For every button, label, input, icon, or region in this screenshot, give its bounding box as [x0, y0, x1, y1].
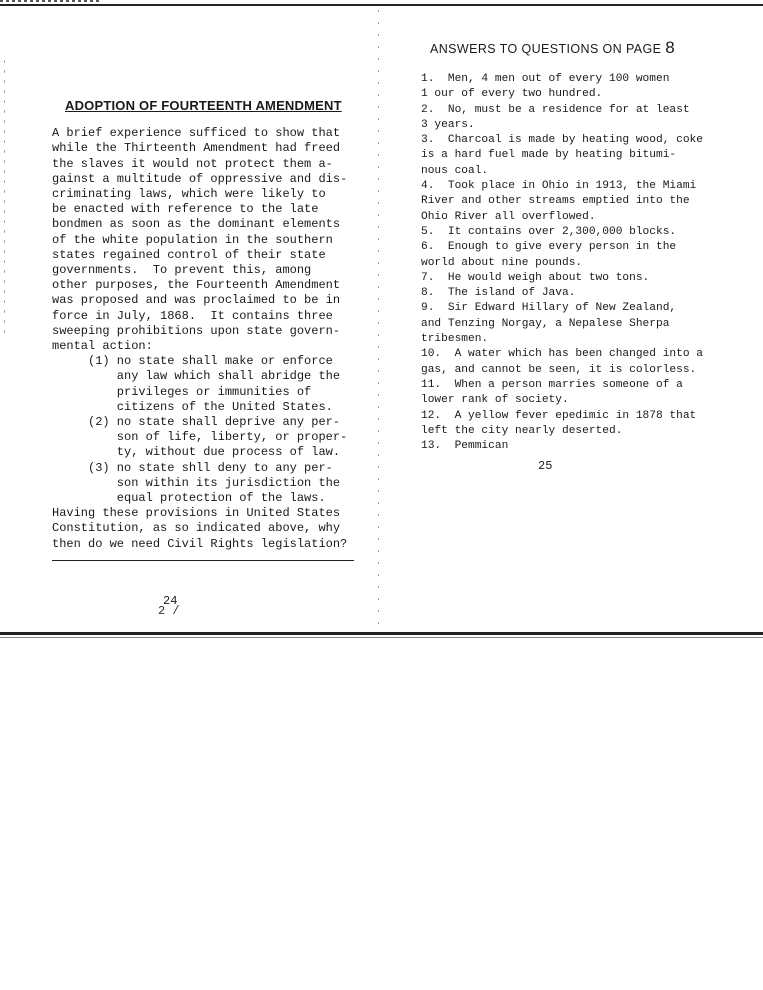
left-page-rule — [52, 560, 354, 561]
answer-line: 3 years. — [421, 118, 475, 131]
answer-line: 6. Enough to give every person in the — [421, 241, 677, 254]
answer-line: left the city nearly deserted. — [421, 424, 623, 437]
list-item-line: ty, without due process of law. — [52, 445, 341, 460]
closing-line: Constitution, as so indicated above, why — [52, 521, 341, 536]
book-spine — [378, 10, 379, 630]
answer-line: 2. No, must be a residence for at least — [421, 103, 690, 116]
answer-line: nous coal. — [421, 164, 489, 177]
handwritten-mark: 2 / — [158, 604, 180, 618]
answer-line: Ohio River all overflowed. — [421, 210, 596, 223]
answers-header — [430, 38, 675, 58]
prohibitions-list — [52, 354, 372, 506]
list-item-line: any law which shall abridge the — [52, 369, 341, 384]
answer-line: River and other streams emptied into the — [421, 195, 690, 208]
top-edge-rule — [0, 4, 763, 6]
answer-line: tribesmen. — [421, 333, 489, 346]
answer-line: 9. Sir Edward Hillary of New Zealand, — [421, 302, 677, 315]
answer-line: 10. A water which has been changed into a — [421, 348, 703, 361]
closing-line: then do we need Civil Rights legislation? — [52, 536, 348, 551]
paragraph-line: A brief experience sufficed to show that — [52, 126, 341, 141]
bottom-edge-rule — [0, 632, 763, 635]
answers-header-text: ANSWERS TO QUESTIONS ON PAGE — [430, 42, 662, 56]
paragraph-line: other purposes, the Fourteenth Amendment — [52, 278, 341, 293]
answer-line: is a hard fuel made by heating bitumi- — [421, 149, 677, 162]
answer-line: 3. Charcoal is made by heating wood, coke — [421, 134, 703, 147]
answer-line: 1 our of every two hundred. — [421, 88, 603, 101]
paragraph-line: states regained control of their state — [52, 247, 326, 262]
bottom-edge-rule-thin — [0, 637, 763, 638]
left-page-title: ADOPTION OF FOURTEENTH AMENDMENT — [65, 98, 342, 113]
list-item-line: son within its jurisdiction the — [52, 475, 341, 490]
list-item-line: (2) no state shall deprive any per- — [52, 415, 341, 430]
intro-paragraph — [52, 126, 372, 354]
paragraph-line: governments. To prevent this, among — [52, 263, 312, 278]
paragraph-line: criminating laws, which were likely to — [52, 187, 326, 202]
right-page-number: 25 — [538, 459, 553, 473]
list-item-line: citizens of the United States. — [52, 399, 333, 414]
answer-line: 7. He would weigh about two tons. — [421, 271, 650, 284]
list-item-line: son of life, liberty, or proper- — [52, 430, 348, 445]
answer-line: 13. Pemmican — [421, 440, 509, 453]
answer-line: 8. The island of Java. — [421, 287, 576, 300]
closing-question — [52, 506, 372, 552]
answer-line: 1. Men, 4 men out of every 100 women — [421, 73, 670, 85]
left-page-number: 24 — [163, 594, 178, 608]
answer-line: 12. A yellow fever epedimic in 1878 that — [421, 409, 697, 422]
answer-line: lower rank of society. — [421, 394, 569, 407]
list-item-line: equal protection of the laws. — [52, 491, 326, 506]
paragraph-line: sweeping prohibitions upon state govern- — [52, 323, 341, 338]
paragraph-line: mental action: — [52, 339, 153, 354]
answer-line: 4. Took place in Ohio in 1913, the Miami — [421, 180, 697, 193]
paragraph-line: gainst a multitude of oppressive and dis- — [52, 171, 348, 186]
answer-line: 11. When a person marries someone of a — [421, 378, 683, 391]
answer-line: gas, and cannot be seen, it is colorless. — [421, 363, 697, 376]
answers-header-page: 8 — [665, 38, 676, 57]
paragraph-line: of the white population in the southern — [52, 232, 333, 247]
closing-line: Having these provisions in United States — [52, 506, 341, 521]
answer-line: and Tenzing Norgay, a Nepalese Sherpa — [421, 317, 670, 330]
left-edge-marks — [4, 60, 5, 340]
list-item-line: privileges or immunities of — [52, 384, 312, 399]
left-page-body — [52, 98, 372, 552]
list-item-line: (1) no state shall make or enforce — [52, 354, 333, 369]
paragraph-line: be enacted with reference to the late — [52, 202, 319, 217]
top-edge-dashes — [0, 0, 100, 2]
paragraph-line: bondmen as soon as the dominant elements — [52, 217, 341, 232]
answer-line: 5. It contains over 2,300,000 blocks. — [421, 225, 677, 238]
answers-list — [421, 72, 751, 454]
paragraph-line: force in July, 1868. It contains three — [52, 308, 333, 323]
answer-line: world about nine pounds. — [421, 256, 583, 269]
paragraph-line: was proposed and was proclaimed to be in — [52, 293, 341, 308]
paragraph-line: the slaves it would not protect them a- — [52, 156, 333, 171]
paragraph-line: while the Thirteenth Amendment had freed — [52, 141, 341, 156]
list-item-line: (3) no state shll deny to any per- — [52, 460, 333, 475]
